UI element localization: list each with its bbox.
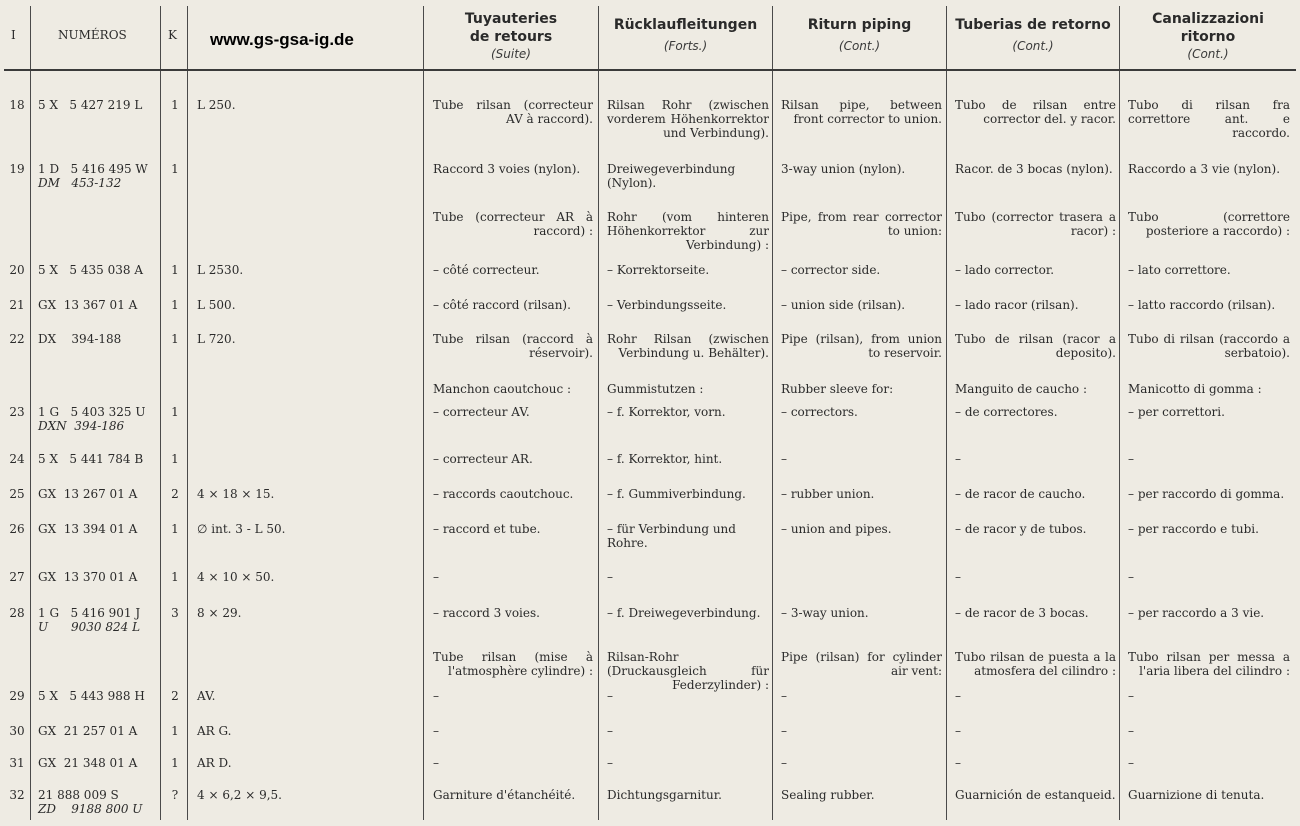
column-rule [598,6,599,820]
desc-french: Tube (correcteur AR à raccord) : [433,210,593,238]
row-index: 31 [9,756,25,770]
desc-spanish: – de racor de 3 bocas. [955,606,1089,620]
header-english-title: Riturn piping [807,17,912,33]
desc-italian: Raccordo a 3 vie (nylon). [1128,162,1281,176]
dimensions: ∅ int. 3 - L 50. [197,522,286,536]
desc-spanish: Guarnición de estanqueid. [955,788,1116,802]
part-number-cell [38,452,158,466]
quantity: 1 [171,162,179,176]
part-number: GX 13 370 01 A [38,570,138,584]
part-number: GX 13 367 01 A [38,298,138,312]
part-number-cell [38,606,158,634]
desc-german: – [607,756,613,770]
desc-french: – côté correcteur. [433,263,540,277]
quantity: 1 [171,452,179,466]
desc-german: – für Verbindung und Rohre. [607,522,736,550]
desc-french: – côté raccord (rilsan). [433,298,571,312]
desc-italian: – per raccordo di gomma. [1128,487,1285,501]
column-rule [160,6,161,820]
desc-spanish: – [955,689,961,703]
desc-english: – union and pipes. [781,522,892,536]
part-number: 5 X 5 443 988 H [38,689,145,703]
quantity: 1 [171,98,179,112]
alternate-part-number: DXN 394-186 [38,419,125,433]
dimensions: AV. [197,689,216,703]
desc-italian: – [1128,756,1134,770]
desc-german: – f. Korrektor, hint. [607,452,723,466]
column-rule [187,6,188,820]
desc-spanish: – de correctores. [955,405,1058,419]
desc-italian: – [1128,452,1134,466]
row-index: 30 [9,724,25,738]
desc-spanish: – [955,452,961,466]
column-rule [772,6,773,820]
dimensions: 4 × 10 × 50. [197,570,275,584]
desc-italian: Manicotto di gomma : [1128,382,1262,396]
part-number-cell [38,405,158,433]
dimensions: L 720. [197,332,236,346]
dimensions: AR G. [197,724,232,738]
part-number: GX 21 348 01 A [38,756,138,770]
desc-french: – raccords caoutchouc. [433,487,574,501]
part-number: DX 394-188 [38,332,122,346]
desc-italian: – per correttori. [1128,405,1225,419]
dimensions: 8 × 29. [197,606,242,620]
desc-english: Rubber sleeve for: [781,382,894,396]
part-number: GX 21 257 01 A [38,724,138,738]
desc-french: – correcteur AV. [433,405,530,419]
row-index: 20 [9,263,25,277]
desc-german: Rohr (vom hinteren Höhenkorrektor zur Verbindung) : [607,210,769,252]
header-italian-title-1: Canalizzazioni [1152,11,1264,27]
desc-german: Rohr Rilsan (zwischen Verbindung u. Behälter). [607,332,769,360]
row-index: 19 [9,162,25,176]
part-number-cell [38,756,158,770]
desc-english: – correctors. [781,405,858,419]
desc-italian: – latto raccordo (rilsan). [1128,298,1276,312]
desc-spanish: – [955,724,961,738]
dimensions: L 2530. [197,263,244,277]
desc-german: Rilsan Rohr (zwischen vorderem Höhenkorrektor und Verbindung). [607,98,769,140]
desc-spanish: – de racor y de tubos. [955,522,1087,536]
quantity: 1 [171,756,179,770]
desc-english: – corrector side. [781,263,881,277]
part-number: 5 X 5 427 219 L [38,98,143,112]
desc-italian: – [1128,570,1134,584]
part-number-cell [38,522,158,536]
desc-english: Pipe, from rear corrector to union: [781,210,942,238]
desc-german: – f. Dreiwegeverbindung. [607,606,761,620]
quantity: 1 [171,332,179,346]
header-col-numeros: NUMÉROS [58,28,127,42]
quantity: 1 [171,724,179,738]
desc-german: – [607,570,613,584]
row-index: 22 [9,332,25,346]
header-col-i: I [11,28,16,42]
desc-german: – Korrektorseite. [607,263,710,277]
column-rule [423,6,424,820]
desc-french: – raccord et tube. [433,522,541,536]
desc-spanish: – [955,756,961,770]
desc-italian: – lato correttore. [1128,263,1231,277]
part-number-cell [38,332,158,346]
desc-english: – [781,724,787,738]
header-col-k: K [168,28,177,42]
header-english [773,6,946,62]
header-italian-title-2: ritorno [1180,29,1236,45]
quantity: 1 [171,263,179,277]
desc-english: – [781,689,787,703]
row-index: 27 [9,570,25,584]
desc-german: – [607,724,613,738]
desc-spanish: Tubo de rilsan (racor a deposito). [955,332,1116,360]
dimensions: L 250. [197,98,236,112]
desc-french: Tube rilsan (mise à l'atmosphère cylindre) : [433,650,593,678]
desc-german: – f. Korrektor, vorn. [607,405,726,419]
column-rule [946,6,947,820]
column-rule [1119,6,1120,820]
part-number-cell [38,162,158,190]
desc-german: – [607,689,613,703]
desc-spanish: – lado corrector. [955,263,1055,277]
website-watermark: www.gs-gsa-ig.de [210,30,354,49]
part-number-cell [38,263,158,277]
part-number-cell [38,689,158,703]
quantity: 1 [171,570,179,584]
part-number: 1 G 5 416 901 J [38,606,141,620]
part-number-cell [38,788,158,816]
desc-english: – [781,452,787,466]
header-french-sub: (Suite) [490,47,531,61]
desc-english: 3-way union (nylon). [781,162,906,176]
header-german [599,6,772,62]
alternate-part-number: DM 453-132 [38,176,122,190]
desc-italian: Guarnizione di tenuta. [1128,788,1265,802]
part-number-cell [38,570,158,584]
header-spanish-sub: (Cont.) [1012,39,1054,53]
desc-english: – [781,756,787,770]
quantity: 1 [171,522,179,536]
dimensions: 4 × 6,2 × 9,5. [197,788,282,802]
part-number: 1 D 5 416 495 W [38,162,148,176]
desc-german: – Verbindungsseite. [607,298,727,312]
row-index: 28 [9,606,25,620]
desc-english: – rubber union. [781,487,875,501]
part-number: GX 13 267 01 A [38,487,138,501]
quantity: 3 [171,606,179,620]
desc-french: – [433,756,439,770]
header-german-title: Rücklaufleitungen [613,17,758,33]
desc-italian: – per raccordo e tubi. [1128,522,1259,536]
desc-english: – 3-way union. [781,606,869,620]
desc-spanish: Racor. de 3 bocas (nylon). [955,162,1113,176]
desc-english: – union side (rilsan). [781,298,906,312]
desc-english: Pipe (rilsan), from union to reservoir. [781,332,942,360]
desc-italian: – per raccordo a 3 vie. [1128,606,1265,620]
alternate-part-number: U 9030 824 L [38,620,141,634]
part-number-cell [38,298,158,312]
desc-spanish: – lado racor (rilsan). [955,298,1079,312]
column-rule [30,6,31,820]
desc-italian: Tubo di rilsan fra correttore ant. e raccordo. [1128,98,1290,140]
header-german-sub: (Forts.) [663,39,708,53]
desc-spanish: Manguito de caucho : [955,382,1088,396]
desc-english: Pipe (rilsan) for cylinder air vent: [781,650,942,678]
row-index: 25 [9,487,25,501]
header-rule [4,69,1296,71]
alternate-part-number: ZD 9188 800 U [38,802,143,816]
desc-spanish: Tubo (corrector trasera a racor) : [955,210,1116,238]
quantity: 1 [171,405,179,419]
dimensions: 4 × 18 × 15. [197,487,275,501]
desc-spanish: – [955,570,961,584]
quantity: ? [171,788,179,802]
header-italian [1120,6,1296,66]
desc-german: Rilsan-Rohr (Druckausgleich für Federzylinder) : [607,650,769,692]
desc-french: Tube rilsan (correcteur AV à raccord). [433,98,593,126]
row-index: 26 [9,522,25,536]
desc-spanish: Tubo rilsan de puesta a la atmosfera del cilindro : [955,650,1116,678]
header-english-sub: (Cont.) [838,39,881,53]
header-spanish [947,6,1119,62]
dimensions: L 500. [197,298,236,312]
desc-italian: – [1128,689,1134,703]
dimensions: AR D. [197,756,232,770]
desc-italian: Tubo (correttore posteriore a raccordo) : [1128,210,1290,238]
desc-french: – correcteur AR. [433,452,533,466]
desc-french: – raccord 3 voies. [433,606,540,620]
desc-english: Sealing rubber. [781,788,875,802]
desc-french: – [433,689,439,703]
desc-french: – [433,724,439,738]
quantity: 1 [171,298,179,312]
desc-english: Rilsan pipe, between front corrector to union. [781,98,942,126]
row-index: 23 [9,405,25,419]
desc-german: Dreiwegeverbindung (Nylon). [607,162,736,190]
row-index: 21 [9,298,25,312]
desc-spanish: Tubo de rilsan entre corrector del. y racor. [955,98,1116,126]
part-number: GX 13 394 01 A [38,522,138,536]
desc-italian: Tubo rilsan per messa a l'aria libera del cilindro : [1128,650,1290,678]
header-spanish-title: Tuberias de retorno [955,17,1111,33]
row-index: 32 [9,788,25,802]
part-number: 21 888 009 S [38,788,119,802]
part-number-cell [38,98,158,112]
desc-german: Dichtungsgarnitur. [607,788,722,802]
part-number: 1 G 5 403 325 U [38,405,146,419]
row-index: 18 [9,98,25,112]
desc-german: – f. Gummiverbindung. [607,487,746,501]
desc-french: – [433,570,439,584]
row-index: 29 [9,689,25,703]
part-number: 5 X 5 441 784 B [38,452,144,466]
header-italian-sub: (Cont.) [1187,47,1229,61]
part-number-cell [38,487,158,501]
desc-french: Manchon caoutchouc : [433,382,572,396]
quantity: 2 [171,487,179,501]
desc-italian: Tubo di rilsan (raccordo a serbatoio). [1128,332,1290,360]
desc-french: Tube rilsan (raccord à réservoir). [433,332,593,360]
desc-german: Gummistutzen : [607,382,704,396]
part-number-cell [38,724,158,738]
header-french-title-1: Tuyauteries [464,11,558,27]
row-index: 24 [9,452,25,466]
desc-french: Garniture d'étanchéité. [433,788,576,802]
header-french-title-2: de retours [469,29,553,45]
part-number: 5 X 5 435 038 A [38,263,143,277]
header-french [424,6,598,66]
desc-spanish: – de racor de caucho. [955,487,1086,501]
quantity: 2 [171,689,179,703]
desc-french: Raccord 3 voies (nylon). [433,162,581,176]
desc-italian: – [1128,724,1134,738]
